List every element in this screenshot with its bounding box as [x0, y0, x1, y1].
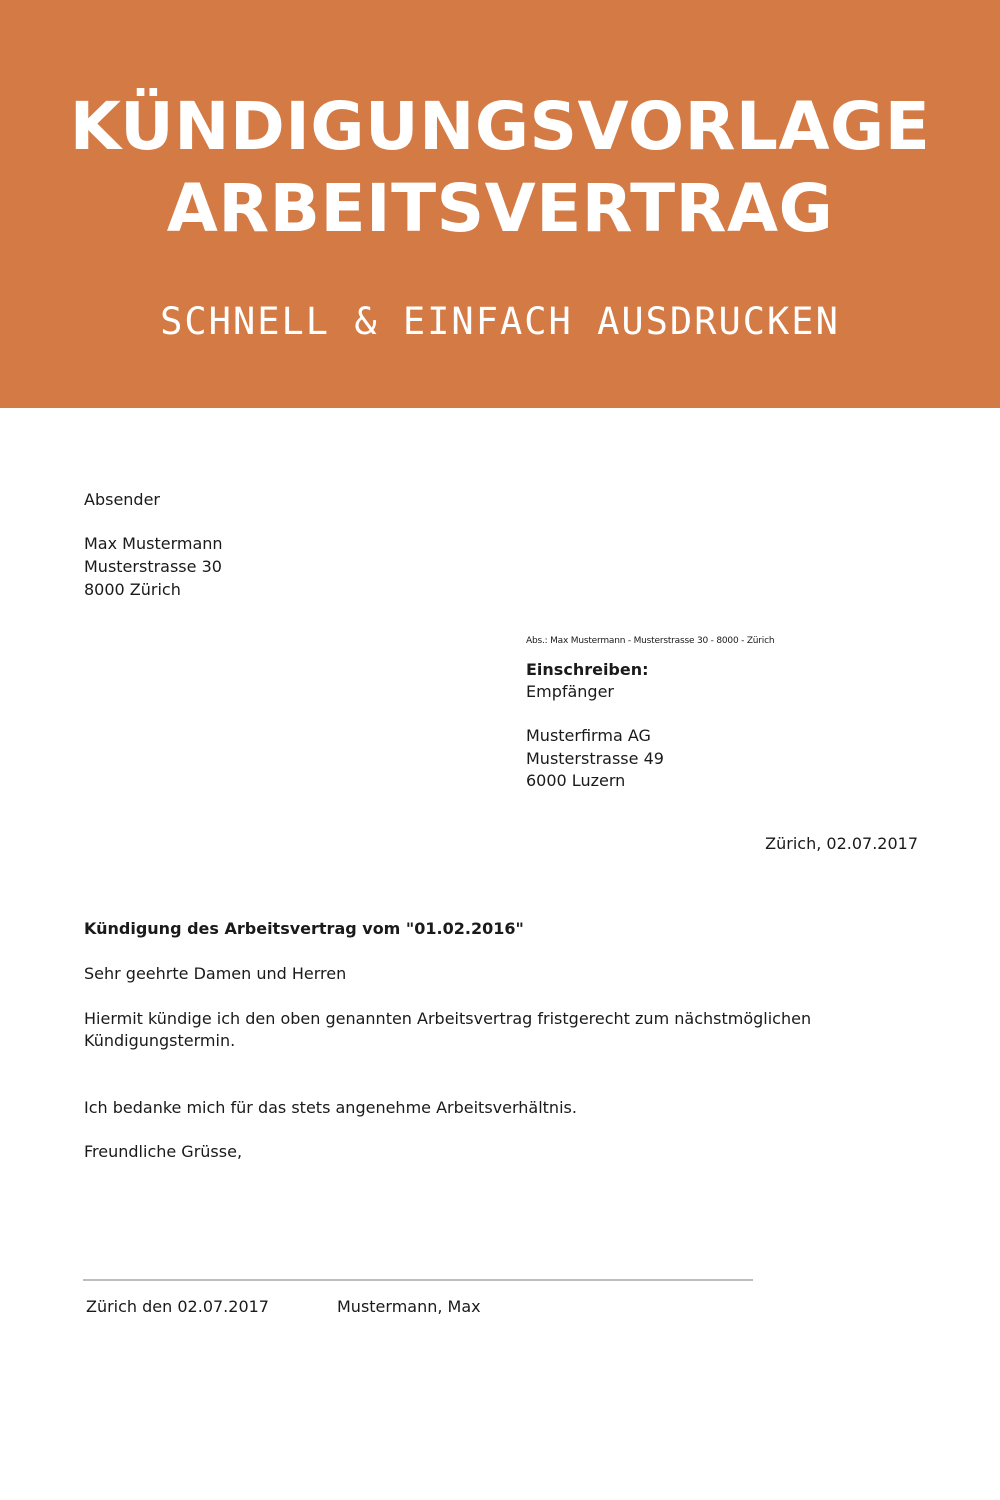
return-address: Abs.: Max Mustermann - Musterstrasse 30 - 8000 - Zürich: [526, 636, 775, 646]
thanks-line: Ich bedanke mich für das stets angenehme Arbeitsverhältnis.: [84, 1098, 577, 1117]
registered-label: Einschreiben:: [526, 660, 649, 679]
sender-name: Max Mustermann: [84, 534, 223, 553]
sender-heading: Absender: [84, 490, 160, 509]
letter-document: [0, 408, 1000, 1500]
recipient-company: Musterfirma AG: [526, 726, 651, 745]
banner-title-line2: ARBEITSVERTRAG: [166, 170, 834, 247]
letter-subject: Kündigung des Arbeitsvertrag vom "01.02.2016": [84, 919, 524, 938]
place-date: Zürich, 02.07.2017: [765, 834, 918, 853]
signature-line: [83, 1279, 753, 1281]
signature-place-date: Zürich den 02.07.2017: [86, 1297, 269, 1316]
header-banner: [0, 0, 1000, 408]
recipient-street: Musterstrasse 49: [526, 749, 664, 768]
recipient-heading: Empfänger: [526, 682, 615, 701]
salutation: Sehr geehrte Damen und Herren: [84, 964, 347, 983]
body-line-1: Hiermit kündige ich den oben genannten Arbeitsvertrag fristgerecht zum nächstmöglichen: [84, 1009, 812, 1028]
recipient-city: 6000 Luzern: [526, 771, 626, 790]
body-line-2: Kündigungstermin.: [84, 1031, 236, 1050]
closing-line: Freundliche Grüsse,: [84, 1142, 243, 1161]
banner-title-line1: KÜNDIGUNGSVORLAGE: [69, 88, 931, 165]
signature-name: Mustermann, Max: [337, 1297, 481, 1316]
banner-subtitle: SCHNELL & EINFACH AUSDRUCKEN: [160, 300, 840, 343]
sender-street: Musterstrasse 30: [84, 557, 222, 576]
sender-city: 8000 Zürich: [84, 580, 181, 599]
